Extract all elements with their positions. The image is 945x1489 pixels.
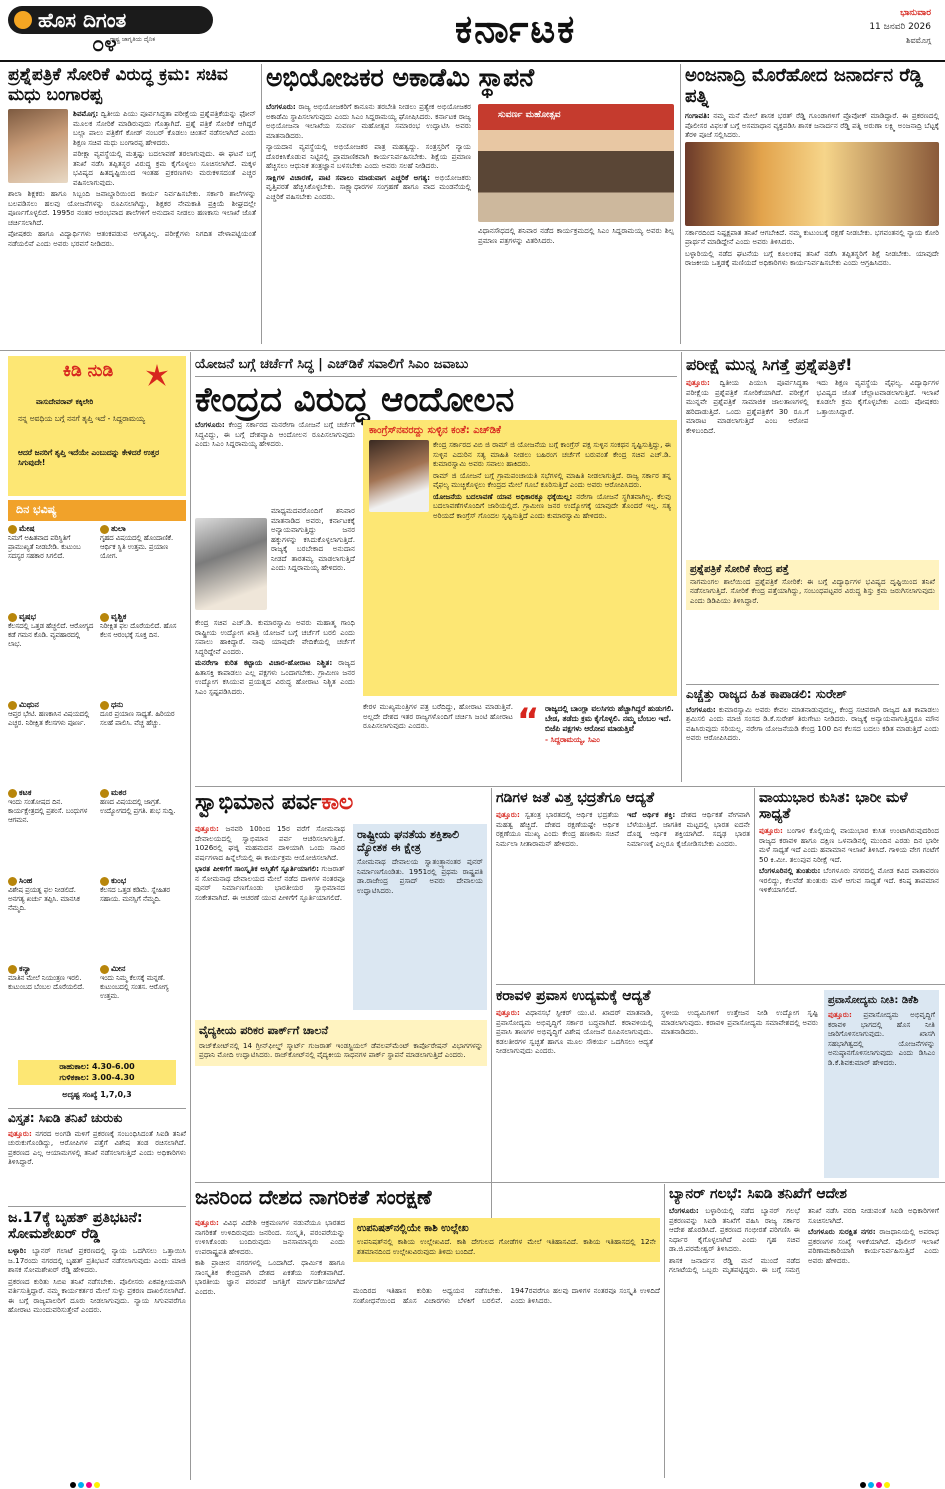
story-prosecutors-academy: ಅಭಿಯೋಜಕರ ಅಕಾಡೆಮಿ ಸ್ಥಾಪನೆ ಬೆಂಗಳೂರು: ರಾಜ್ಯ ಅಭಿಯೋಜಕರಿಗೆ ಕಾನೂನು ತರಬೇತಿ ನೀಡಲು ಪ್ರತ್ಯೇಕ ಅಭಿಯೋಜಕರ ಅಕಾಡೆಮಿ ಸ್ಥಾಪಿಸಲಾಗುವುದು ಎಂದು ಸಿಎಂ ಸಿದ್ದರಾಮಯ್ಯ ಘೋಷಿಸಿದರು. ಕರ್ನಾಟಕ ರಾಜ್ಯ ಅಭಿಯೋಜನಾ ಇಲಾಖೆಯ ಸುವರ್ಣ ಮಹೋತ್ಸವ ಸಮಾರಂಭ ಉದ್ಘಾಟಿಸಿ ಅವರು ಮಾತನಾಡಿದರು. ನ್ಯಾಯದಾನ ವ್ಯವಸ್ಥೆಯಲ್ಲಿ ಅಭಿಯೋಜಕರ ಪಾತ್ರ ಮಹತ್ವದ್ದು. ಸಂತ್ರಸ್ತರಿಗೆ ನ್ಯಾಯ ದೊರಕಿಸಿಕೊಡುವ ನಿಟ್ಟಿನಲ್ಲಿ ಪ್ರಾಮಾಣಿಕವಾಗಿ ಕಾರ್ಯನಿರ್ವಹಿಸಬೇಕು. ಶಿಕ್ಷೆಯ ಪ್ರಮಾಣ ಹೆಚ್ಚಿಸಲು ಆಧುನಿಕ ತಂತ್ರಜ್ಞಾನ ಬಳಸಬೇಕು ಎಂದು ಅವರು ಸಲಹೆ ನೀಡಿದರು. ಸಾಕ್ಷಿಗಳ ವಿಚಾರಣೆ, ಪಾಟಿ ಸವಾಲು ಮಾಡುವಾಗ ಎಚ್ಚರಿಕೆ ಅಗತ್ಯ: ಅಭಿಯೋಜಕರು ವೃತ್ತಿಪರತೆ ಹೆಚ್ಚಿಸಿಕೊಳ್ಳಬೇಕು. ಸಾಕ್ಷ್ಯಾಧಾರಗಳ ಸಂಗ್ರಹಣೆ ಹಾಗೂ ವಾದ ಮಂಡನೆಯಲ್ಲಿ ಎಚ್ಚರಿಕೆ ವಹಿಸಬೇಕು ಎಂದರು. ಸುವರ್ಣ ಮಹೋತ್ಸವ ವಿಧಾನಸೌಧದಲ್ಲಿ ಶನಿವಾರ ನಡೆದ ಕಾರ್ಯಕ್ರಮದಲ್ಲಿ ಸಿಎಂ ಸಿದ್ದರಾಮಯ್ಯ ಅವರು ಶಿಲ್ಪ ಪ್ರಮಾಣ ಪತ್ರಗಳನ್ನು ವಿತರಿಸಿದರು.	[266, 64, 674, 245]
rashi-meena: ಮೀನ ಇಂದು ನಿಮ್ಮ ಕೆಲಸಕ್ಕೆ ಮನ್ನಣೆ. ಕುಟುಂಬದಲ್ಲಿ ಸಂತಸ. ಆರೋಗ್ಯ ಉತ್ತಮ.	[100, 964, 169, 1001]
vrishchika-icon	[100, 613, 109, 622]
headline: ವಾಯುಭಾರ ಕುಸಿತ: ಭಾರೀ ಮಳೆ ಸಾಧ್ಯತೆ	[759, 790, 908, 823]
cm-quote: ರಾಜ್ಯದಲ್ಲಿ ಬಾಂಗ್ಲಾ ವಲಸಿಗರು ಹೆಚ್ಚಾಗಿದ್ದರೆ ಹುಡುಗಲಿ. ಬೇಡ, ತಡೆದು ಕ್ರಮ ಕೈಗೊಳ್ಳಲಿ. ನಮ್ಮ ಬೆಂಬಲ ಇದೆ. ಬಿಜೆಪಿ ಪಕ್ಷಗಳು ಆರೋಪ ಮಾಡುತ್ತಿವೆ - ಸಿದ್ದರಾಮಯ್ಯ, ಸಿಎಂ	[545, 704, 674, 745]
masthead	[0, 0, 945, 60]
headline: ಅಭಿಯೋಜಕರ ಅಕಾಡೆಮಿ ಸ್ಥಾಪನೆ	[266, 64, 535, 92]
story-suresh-col: ಎಚ್ಚೆತ್ತು ರಾಜ್ಯದ ಹಿತ ಕಾಪಾಡಲಿ: ಸುರೇಶ್ ಬೆಂಗಳೂರು: ಕುಮಾರಸ್ವಾಮಿ ಅವರು ಕೇವಲ ಮಾತನಾಡುವುದಲ್ಲ, ಕೇಂದ್ರ ಸಚಿವರಾಗಿ ರಾಜ್ಯದ ಹಿತ ಕಾಪಾಡಲು ಶ್ರಮಿಸಲಿ ಎಂದು ಮಾಜಿ ಸಂಸದ ಡಿ.ಕೆ.ಸುರೇಶ್ ತಿರುಗೇಟು ನೀಡಿದರು. ರಾಜ್ಯಕ್ಕೆ ಅನ್ಯಾಯವಾಗುತ್ತಿದ್ದರೂ ಮೌನ ವಹಿಸಿರುವುದು ಸರಿಯಲ್ಲ. ನರೇಗಾ ಯೋಜನೆಯಡಿ ಕೇಂದ್ರ 100 ದಿನ ಕೆಲಸದ ಬದಲು ಕಡಿತ ಮಾಡುತ್ತಿದೆ ಎಂದು ಅವರು ಆರೋಪಿಸಿದರು.	[686, 688, 939, 743]
rashi-mesha: ಮೇಷ ನಿಮಗೆ ಅಹಿತವಾದ ಪರಿಸ್ಥಿತಿಗೆ ಪ್ರಾಮುಖ್ಯತೆ ನೀಡಬೇಡಿ. ಕುಟುಂಬ ಸದಸ್ಯರ ಸಹಕಾರ ಸಿಗಲಿದೆ.	[8, 524, 81, 561]
main-story-agitation: ಯೋಜನೆ ಬಗ್ಗೆ ಚರ್ಚೆಗೆ ಸಿದ್ಧ | ಎಚ್‌ಡಿಕೆ ಸವಾಲಿಗೆ ಸಿಎಂ ಜವಾಬು ಕೇಂದ್ರದ ವಿರುದ್ಧ ಆಂದೋಲನ ಬೆಂಗಳೂರು: ಕೇಂದ್ರ ಸರ್ಕಾರದ ಮನರೇಗಾ ಯೋಜನೆ ಬಗ್ಗೆ ಚರ್ಚೆಗೆ ಸಿದ್ಧವಿದ್ದು, ಈ ಬಗ್ಗೆ ದೇಶವ್ಯಾಪಿ ಆಂದೋಲನ ರೂಪಿಸಲಾಗುವುದು ಎಂದು ಸಿಎಂ ಸಿದ್ದರಾಮಯ್ಯ ಹೇಳಿದರು. ಮಾಧ್ಯಮದವರೊಂದಿಗೆ ಶನಿವಾರ ಮಾತನಾಡಿದ ಅವರು, ಕರ್ನಾಟಕಕ್ಕೆ ಅನ್ಯಾಯವಾಗುತ್ತಿದ್ದು ಜನರ ಹಕ್ಕುಗಳನ್ನು ಕಸಿದುಕೊಳ್ಳಲಾಗುತ್ತಿದೆ. ರಾಜ್ಯಕ್ಕೆ ಬರಬೇಕಾದ ಅನುದಾನ ನೀಡದೆ ತಾರತಮ್ಯ ಮಾಡಲಾಗುತ್ತಿದೆ ಎಂದು ಸಿದ್ದರಾಮಯ್ಯ ಹೇಳಿದರು. ಕೇಂದ್ರ ಸಚಿವ ಎಚ್.ಡಿ. ಕುಮಾರಸ್ವಾಮಿ ಅವರು ಮಹಾತ್ಮ ಗಾಂಧಿ ರಾಷ್ಟ್ರೀಯ ಉದ್ಯೋಗ ಖಾತ್ರಿ ಯೋಜನೆ ಬಗ್ಗೆ ಚರ್ಚೆಗೆ ಬರಲಿ ಎಂದು ಸವಾಲು ಹಾಕಿದ್ದಾರೆ. ನಾವು ಯಾವುದೇ ವೇದಿಕೆಯಲ್ಲಿ ಚರ್ಚೆಗೆ ಸಿದ್ಧರಿದ್ದೇವೆ ಎಂದರು. ಮನರೇಗಾ ಕುರಿತ ಕಟ್ಟಾಯ ವಿಚಾರ-ಹೋರಾಟ ನಿಶ್ಚಿತ: ರಾಜ್ಯದ ಹಿತಾಸಕ್ತಿ ಕಾಪಾಡಲು ಎಲ್ಲ ಪಕ್ಷಗಳು ಒಂದಾಗಬೇಕು. ಗ್ರಾಮೀಣ ಜನರ ಉದ್ಯೋಗ ಕಸಿಯುವ ಪ್ರಯತ್ನದ ವಿರುದ್ಧ ಹೋರಾಟ ನಿಶ್ಚಿತ ಎಂದು ಸಿಎಂ ಸ್ಪಷ್ಟಪಡಿಸಿದರು. ಕಾಂಗ್ರೆಸ್‌ನವರದ್ದು ಸುಳ್ಳಿನ ಕಂತೆ: ಎಚ್‌ಡಿಕೆ ಕೇಂದ್ರ ಸರ್ಕಾರದ ವಿಬಿ ಜಿ ರಾಮ್ ಜಿ ಯೋಜನೆಯ ಬಗ್ಗೆ ಕಾಂಗ್ರೆಸ್ ಪಕ್ಷ ಸುಳ್ಳಿನ ಸಂಕಥನ ಸೃಷ್ಟಿಸುತ್ತಿದ್ದು, ಈ ಸುಳ್ಳಿನ ಎದುರಿನ ಸತ್ಯ ಮಾಹಿತಿ ನೀಡಲು ಬಹಿರಂಗ ಚರ್ಚೆಗೆ ಬರುವಂತೆ ಕೇಂದ್ರ ಸಚಿವ ಎಚ್.ಡಿ. ಕುಮಾರಸ್ವಾಮಿ ಅವರು ಸವಾಲು ಹಾಕಿದರು. ರಾಮ್ ಜಿ ಯೋಜನೆ ಬಗ್ಗೆ ಗ್ರಾಮಪಂಚಾಯತಿ ಸಭೆಗಳಲ್ಲಿ ಮಾಹಿತಿ ನೀಡಲಾಗುತ್ತಿದೆ. ರಾಜ್ಯ ಸರ್ಕಾರ ತನ್ನ ವೈಫಲ್ಯ ಮುಚ್ಚಿಕೊಳ್ಳಲು ಕೇಂದ್ರದ ಮೇಲೆ ಗೂಬೆ ಕೂರಿಸುತ್ತಿದೆ ಎಂದು ಅವರು ಆರೋಪಿಸಿದರು. ಯೋಜನೆಯ ಬದಲಾವಣೆ ಯಾವ ಅಧಿಕಾರಕ್ಕೂ ಧಕ್ಕೆಯಿಲ್ಲ: ನರೇಗಾ ಯೋಜನೆ ಸ್ಥಗಿತವಾಗಿಲ್ಲ. ಕೆಲವು ಬದಲಾವಣೆಗಳೊಂದಿಗೆ ಜಾರಿಯಲ್ಲಿದೆ. ಗ್ರಾಮೀಣ ಜನರ ಉದ್ಯೋಗಕ್ಕೆ ಯಾವುದೇ ತೊಂದರೆ ಇಲ್ಲ. ಸತ್ಯ ಅರಿಯದೆ ಕಾಂಗ್ರೆಸ್ ಗೊಂದಲ ಸೃಷ್ಟಿಸುತ್ತಿದೆ ಎಂದು ಕುಮಾರಸ್ವಾಮಿ ಹೇಳಿದರು. ಕೇರಳ ಮುಖ್ಯಮಂತ್ರಿಗಳ ಪತ್ರ ಬರೆದಿದ್ದು, ಹೋರಾಟ ಮಾಡುತ್ತಿವೆ. ಅಲ್ಲದೇ ದೇಶದ ಇತರ ರಾಜ್ಯಗಳೊಂದಿಗೆ ಚರ್ಚಿಸಿ ಜಂಟಿ ಹೋರಾಟ ರೂಪಿಸಲಾಗುವುದು ಎಂದರು. “ ರಾಜ್ಯದಲ್ಲಿ ಬಾಂಗ್ಲಾ ವಲಸಿಗರು ಹೆಚ್ಚಾಗಿದ್ದರೆ ಹುಡುಗಲಿ. ಬೇಡ, ತಡೆದು ಕ್ರಮ ಕೈಗೊಳ್ಳಲಿ. ನಮ್ಮ ಬೆಂಬಲ ಇದೆ. ಬಿಜೆಪಿ ಪಕ್ಷಗಳು ಆರೋಪ ಮಾಡುತ್ತಿವೆ - ಸಿದ್ದರಾಮಯ್ಯ, ಸಿಎಂ	[195, 356, 677, 781]
rahukala-box: ರಾಹುಕಾಲ: 4.30-6.00 ಗುಳಿಕಕಾಲ: 3.00-4.30	[18, 1060, 176, 1085]
headline: ಜನರಿಂದ ದೇಶದ ನಾಗರಿಕತೆ ಸಂರಕ್ಷಣೆ	[195, 1186, 432, 1209]
kidi-nudi-box	[8, 356, 186, 496]
academy-event-photo	[478, 104, 674, 222]
headline: ಪರೀಕ್ಷೆ ಮುನ್ನ ಸಿಗತ್ತೆ ಪ್ರಶ್ನೆಪತ್ರಿಕೆ!	[686, 356, 853, 374]
rashi-tula: ತುಲಾ ಗೃಹದ ವಿಷಯದಲ್ಲಿ ಹೊಂದಾಣಿಕೆ. ಆರ್ಥಿಕ ಸ್ಥಿತಿ ಉತ್ತಮ. ಪ್ರಯಾಣ ಯೋಗ.	[100, 524, 174, 561]
print-registration-marks	[70, 1480, 102, 1489]
edition-name: ಶಿವಮೊಗ್ಗ	[906, 36, 931, 45]
horoscope-panel	[8, 500, 186, 1104]
kidi-nudi-quote: ನನ್ನ ಅವಧಿಯ ಬಗ್ಗೆ ನನಗೆ ತೃಪ್ತಿ ಇದೆ - ಸಿದ್ದರಾಮಯ್ಯ	[18, 414, 146, 423]
story-economic-security: ಗಡಿಗಳ ಜತೆ ವಿತ್ತ ಭದ್ರತೆಗೂ ಆದ್ಯತೆ ಪುತ್ತೂರು: ಸ್ವತಂತ್ರ ಭಾರತದಲ್ಲಿ ಆರ್ಥಿಕ ಭದ್ರತೆಯ ಮಹತ್ವ ಹೆಚ್ಚಿದೆ. ದೇಶದ ರಕ್ಷಣೆಯಷ್ಟೇ ಆರ್ಥಿಕ ರಕ್ಷಣೆಯೂ ಮುಖ್ಯ ಎಂದು ಕೇಂದ್ರ ಹಣಕಾಸು ಸಚಿವೆ ನಿರ್ಮಲಾ ಸೀತಾರಾಮನ್ ಹೇಳಿದರು. ಇದೆ ಆರ್ಥಿಕ ಶಕ್ತಿ: ದೇಶದ ಆರ್ಥಿಕತೆ ವೇಗವಾಗಿ ಬೆಳೆಯುತ್ತಿದೆ. ಜಾಗತಿಕ ಮಟ್ಟದಲ್ಲಿ ಭಾರತ ಐದನೇ ದೊಡ್ಡ ಆರ್ಥಿಕ ಶಕ್ತಿಯಾಗಿದೆ. ಸದೃಢ ಭಾರತ ನಿರ್ಮಾಣಕ್ಕೆ ಎಲ್ಲರೂ ಕೈಜೋಡಿಸಬೇಕು ಎಂದರು.	[496, 790, 750, 848]
medical-park-box: ವೈದ್ಯಕೀಯ ಪರಿಕರ ಪಾರ್ಕ್‌ಗೆ ಚಾಲನೆ ರಾಜ್‌ಕೋಟ್‌ನಲ್ಲಿ 14 ಗ್ರೀನ್‌ಫೀಲ್ಡ್ ಸ್ಮಾರ್ಟ್ ಗುಜರಾತ್ ಇಂಡಸ್ಟ್ರಿಯಲ್ ಡೆವಲಪ್‌ಮೆಂಟ್ ಕಾರ್ಪೊರೇಷನ್ ವಿಭಾಗಗಳನ್ನು ಪ್ರಧಾನಿ ಮೋದಿ ಉದ್ಘಾಟಿಸಿದರು. ರಾಜ್‌ಕೋಟ್‌ನಲ್ಲಿ ವೈದ್ಯಕೀಯ ಸಾಧನಗಳ ಪಾರ್ಕ್ ಸ್ಥಾಪನೆ ಮಾಡಲಾಗುತ್ತಿದೆ ಎಂದರು.	[195, 1020, 487, 1066]
story-swabhimana-parva: ಸ್ವಾಭಿಮಾನ ಪರ್ವಕಾಲ ಪುತ್ತೂರು: ಜನವರಿ 10ರಿಂದ 15ರ ವರೆಗೆ ಸೋಮನಾಥ ದೇವಾಲಯದಲ್ಲಿ ಸ್ವಾಭಿಮಾನ ಪರ್ವ ಆಚರಿಸಲಾಗುತ್ತಿದೆ. 1026ರಲ್ಲಿ ಘಜ್ನಿ ಮಹಮದನ ದಾಳಿಯಾಗಿ ಒಂದು ಸಾವಿರ ವರ್ಷಗಳಾದ ಹಿನ್ನೆಲೆಯಲ್ಲಿ ಈ ಕಾರ್ಯಕ್ರಮ ಆಯೋಜಿಸಲಾಗಿದೆ. ಭಾರತ ಪೀಳಿಗೆಗೆ ಸಾಂಸ್ಕೃತಿಕ ಅಸ್ಮಿತೆಗೆ ಸ್ಫೂರ್ತಿಯಾಗಲಿ: ಗುಜರಾತ್ ನ ಸೋಮನಾಥ ದೇವಾಲಯದ ಮೇಲೆ ನಡೆದ ದಾಳಿಗಳ ನಂತರವೂ ಪುನರ್ ನಿರ್ಮಾಣಗೊಂಡು ಭಾರತೀಯರ ಸ್ವಾಭಿಮಾನದ ಸಂಕೇತವಾಗಿದೆ. ಈ ಆಚರಣೆ ಯುವ ಪೀಳಿಗೆಗೆ ಸ್ಫೂರ್ತಿಯಾಗಲಿದೆ. ರಾಷ್ಟ್ರೀಯ ಘನತೆಯ ಶಕ್ತಿಶಾಲಿ ದ್ಯೋತಕ ಈ ಕ್ಷೇತ್ರ ಸೋಮನಾಥ ದೇವಾಲಯ ಸ್ವಾತಂತ್ರ್ಯಾನಂತರ ಪುನರ್ ನಿರ್ಮಾಣಗೊಂಡಿತು. 1951ರಲ್ಲಿ ಪ್ರಥಮ ರಾಷ್ಟ್ರಪತಿ ಡಾ.ರಾಜೇಂದ್ರ ಪ್ರಸಾದ್ ಅವರು ದೇವಾಲಯ ಉದ್ಘಾಟಿಸಿದರು. ವೈದ್ಯಕೀಯ ಪರಿಕರ ಪಾರ್ಕ್‌ಗೆ ಚಾಲನೆ ರಾಜ್‌ಕೋಟ್‌ನಲ್ಲಿ 14 ಗ್ರೀನ್‌ಫೀಲ್ಡ್ ಸ್ಮಾರ್ಟ್ ಗುಜರಾತ್ ಇಂಡಸ್ಟ್ರಿಯಲ್ ಡೆವಲಪ್‌ಮೆಂಟ್ ಕಾರ್ಪೊರೇಷನ್ ವಿಭಾಗಗಳನ್ನು ಪ್ರಧಾನಿ ಮೋದಿ ಉದ್ಘಾಟಿಸಿದರು. ರಾಜ್‌ಕೋಟ್‌ನಲ್ಲಿ ವೈದ್ಯಕೀಯ ಸಾಧನಗಳ ಪಾರ್ಕ್ ಸ್ಥಾಪನೆ ಮಾಡಲಾಗುತ್ತಿದೆ ಎಂದರು.	[195, 790, 487, 1226]
spark-icon	[146, 364, 168, 386]
lucky-number: ಅದೃಷ್ಟ ಸಂಖ್ಯೆ 1,7,0,3	[62, 1090, 132, 1099]
print-registration-marks-right	[860, 1480, 892, 1489]
kashi-box: ಉಪನಿಷತ್‌ನಲ್ಲಿಯೇ ಕಾಶಿ ಉಲ್ಲೇಖ ಉಪನಿಷತ್‌ನಲ್ಲಿ ಕಾಶಿಯ ಉಲ್ಲೇಖವಿದೆ. ಕಾಶಿ ದೇಗುಲದ ಗೋಡೆಗಳ ಮೇಲೆ ಇತಿಹಾಸವಿದೆ. ಕಾಶಿಯ ಇತಿಹಾಸದಲ್ಲಿ 12ನೇ ಶತಮಾನದಿಂದ ಉಲ್ಲೇಖವಿರುವುದು ತಿಳಿದು ಬಂದಿದೆ.	[353, 1218, 660, 1262]
kumbha-icon	[100, 877, 109, 886]
rashi-simha: ಸಿಂಹ ವಿಶೇಷ ಪ್ರಯತ್ನ ಫಲ ನೀಡಲಿದೆ. ಅನಗತ್ಯ ಖರ್ಚು ತಪ್ಪಿಸಿ. ಮಾನಸಿಕ ನೆಮ್ಮದಿ.	[8, 876, 80, 913]
kidi-nudi-title: ಕಿಡಿ ನುಡಿ	[63, 361, 114, 381]
rashi-vrishchika: ವೃಶ್ಚಿಕ ನಿರೀಕ್ಷಿತ ಫಲ ದೊರೆಯಲಿದೆ. ಹೊಸ ಕೆಲಸ ಆರಂಭಕ್ಕೆ ಸೂಕ್ತ ದಿನ.	[100, 612, 177, 640]
logo-emblem-icon	[14, 11, 32, 29]
headline: ಗಡಿಗಳ ಜತೆ ವಿತ್ತ ಭದ್ರತೆಗೂ ಆದ್ಯತೆ	[496, 790, 654, 806]
story-banner-riot-cid: ಬ್ಯಾನರ್ ಗಲಭೆ: ಸಿಐಡಿ ತನಿಖೆಗೆ ಆದೇಶ ಬೆಂಗಳೂರು: ಬಳ್ಳಾರಿಯಲ್ಲಿ ನಡೆದ ಬ್ಯಾನರ್ ಗಲಭೆ ಪ್ರಕರಣವನ್ನು ಸಿಐಡಿ ತನಿಖೆಗೆ ವಹಿಸಿ ರಾಜ್ಯ ಸರ್ಕಾರ ಆದೇಶ ಹೊರಡಿಸಿದೆ. ಪ್ರಕರಣದ ಗಂಭೀರತೆ ಪರಿಗಣಿಸಿ ಈ ನಿರ್ಧಾರ ಕೈಗೊಳ್ಳಲಾಗಿದೆ ಎಂದು ಗೃಹ ಸಚಿವ ಡಾ.ಜಿ.ಪರಮೇಶ್ವರ್ ತಿಳಿಸಿದರು. ಶಾಸಕ ಜನಾರ್ದನ ರೆಡ್ಡಿ ಮನೆ ಮುಂದೆ ನಡೆದ ಗಲಾಟೆಯಲ್ಲಿ ಒಬ್ಬರು ಮೃತಪಟ್ಟಿದ್ದರು. ಈ ಬಗ್ಗೆ ಸಮಗ್ರ ತನಿಖೆ ನಡೆಸಿ ವರದಿ ನೀಡುವಂತೆ ಸಿಐಡಿ ಅಧಿಕಾರಿಗಳಿಗೆ ಸೂಚಿಸಲಾಗಿದೆ. ಬೆಂಗಳೂರು ಸುರಕ್ಷಿತ ನಗರ: ರಾಜಧಾನಿಯಲ್ಲಿ ಅಪರಾಧ ಪ್ರಕರಣಗಳ ಸಂಖ್ಯೆ ಇಳಿಕೆಯಾಗಿದೆ. ಪೊಲೀಸ್ ಇಲಾಖೆ ಪರಿಣಾಮಕಾರಿಯಾಗಿ ಕಾರ್ಯನಿರ್ವಹಿಸುತ್ತಿದೆ ಎಂದು ಅವರು ಹೇಳಿದರು.	[669, 1186, 939, 1275]
temple-photo	[685, 142, 939, 226]
mesha-icon	[8, 525, 17, 534]
story-exam-paper: ಪರೀಕ್ಷೆ ಮುನ್ನ ಸಿಗತ್ತೆ ಪ್ರಶ್ನೆಪತ್ರಿಕೆ! ಪುತ್ತೂರು: ದ್ವಿತೀಯ ಪಿಯುಸಿ ಪೂರ್ವಸಿದ್ಧತಾ ಪರೀಕ್ಷೆಯ ಪ್ರಶ್ನೆಪತ್ರಿಕೆ ಸೋರಿಕೆಯಾಗಿದೆ. ಪರೀಕ್ಷೆಗೆ ಮುನ್ನವೇ ಪ್ರಶ್ನೆಪತ್ರಿಕೆ ಸಾಮಾಜಿಕ ಜಾಲತಾಣಗಳಲ್ಲಿ ಹರಿದಾಡುತ್ತಿದೆ. ಒಂದು ಪ್ರಶ್ನೆಪತ್ರಿಕೆಗೆ 30 ರೂ.ಗೆ ಮಾರಾಟ ಮಾಡಲಾಗುತ್ತಿದೆ ಎಂಬ ಆರೋಪ ಕೇಳಿಬಂದಿದೆ. ಇದು ಶಿಕ್ಷಣ ವ್ಯವಸ್ಥೆಯ ವೈಫಲ್ಯ. ವಿದ್ಯಾರ್ಥಿಗಳ ಭವಿಷ್ಯದ ಜೊತೆ ಚೆಲ್ಲಾಟವಾಡಲಾಗುತ್ತಿದೆ. ಇಲಾಖೆ ಕೂಡಲೇ ಕ್ರಮ ಕೈಗೊಳ್ಳಬೇಕು ಎಂದು ಪೋಷಕರು ಒತ್ತಾಯಿಸಿದ್ದಾರೆ. ಪ್ರಶ್ನೆಪತ್ರಿಕೆ ಸೋರಿಕೆ ಕೇಂದ್ರ ಪತ್ತೆ ನಾಗಮಂಗಲ ಶಾಲೆಯಿಂದ ಪ್ರಶ್ನೆಪತ್ರಿಕೆ ಸೋರಿಕೆ: ಈ ಬಗ್ಗೆ ವಿದ್ಯಾರ್ಥಿಗಳ ಭವಿಷ್ಯದ ದೃಷ್ಟಿಯಿಂದ ತನಿಖೆ ನಡೆಸಲಾಗುತ್ತಿದೆ. ಸೋರಿಕೆ ಕೇಂದ್ರ ಪತ್ತೆಯಾಗಿದ್ದು, ಸಂಬಂಧಪಟ್ಟವರ ವಿರುದ್ಧ ಶಿಸ್ತು ಕ್ರಮ ಜರುಗಿಸಲಾಗುವುದು ಎಂದು ಡಿಡಿಪಿಯು ತಿಳಿಸಿದ್ದಾರೆ.	[686, 356, 939, 684]
issue-date: 11 ಜನವರಿ 2026	[869, 22, 931, 32]
headline: ಎಚ್ಚೆತ್ತು ರಾಜ್ಯದ ಹಿತ ಕಾಪಾಡಲಿ: ಸುರೇಶ್	[686, 688, 847, 701]
page-number: ೦೪	[92, 32, 117, 57]
story-coastal-tourism: ಕರಾವಳಿ ಪ್ರವಾಸ ಉದ್ಯಮಕ್ಕೆ ಆದ್ಯತೆ ಪುತ್ತೂರು: ವಿಧಾನಸಭೆ ಸ್ಪೀಕರ್ ಯು.ಟಿ. ಖಾದರ್ ಮಾತನಾಡಿ, ಪ್ರವಾಸೋದ್ಯಮ ಅಭಿವೃದ್ಧಿಗೆ ಸರ್ಕಾರ ಬದ್ಧವಾಗಿದೆ. ಕರಾವಳಿಯಲ್ಲಿ ಪ್ರವಾಸಿ ತಾಣಗಳ ಅಭಿವೃದ್ಧಿಗೆ ವಿಶೇಷ ಯೋಜನೆ ರೂಪಿಸಲಾಗುವುದು. ಕಡಲತೀರಗಳ ಸ್ವಚ್ಛತೆ ಹಾಗೂ ಮೂಲ ಸೌಕರ್ಯ ಒದಗಿಸಲು ಆದ್ಯತೆ ನೀಡಲಾಗುವುದು ಎಂದರು. ಸ್ಥಳೀಯ ಉದ್ಯಮಿಗಳಿಗೆ ಉತ್ತೇಜನ ನೀಡಿ ಉದ್ಯೋಗ ಸೃಷ್ಟಿ ಮಾಡಲಾಗುವುದು. ಕರಾವಳಿ ಪ್ರವಾಸೋದ್ಯಮ ಸಮಾವೇಶದಲ್ಲಿ ಅವರು ಮಾತನಾಡಿದರು.	[496, 988, 818, 1056]
photo-caption: ವಿಧಾನಸೌಧದಲ್ಲಿ ಶನಿವಾರ ನಡೆದ ಕಾರ್ಯಕ್ರಮದಲ್ಲಿ ಸಿಎಂ ಸಿದ್ದರಾಮಯ್ಯ ಅವರು ಶಿಲ್ಪ ಪ್ರಮಾಣ ಪತ್ರಗಳನ್ನು ವಿತರಿಸಿದರು.	[478, 226, 674, 245]
headline: ಪ್ರಶ್ನೆಪತ್ರಿಕೆ ಸೋರಿಕೆ ವಿರುದ್ಧ ಕ್ರಮ: ಸಚಿವ ಮಧು ಬಂಗಾರಪ್ಪ	[8, 66, 228, 105]
headline: ಸ್ವಾಭಿಮಾನ ಪರ್ವಕಾಲ	[195, 790, 354, 815]
headline: ಜ.17ಕ್ಕೆ ಬೃಹತ್ ಪ್ರತಿಭಟನೆ: ಸೋಮಶೇಖರ್ ರೆಡ್ಡಿ	[8, 1210, 143, 1243]
kanya-icon	[8, 965, 17, 974]
tula-icon	[100, 525, 109, 534]
horoscope-title: ದಿನ ಭವಿಷ್ಯ	[8, 500, 186, 521]
quote-icon: “	[517, 701, 540, 741]
main-kicker: ಯೋಜನೆ ಬಗ್ಗೆ ಚರ್ಚೆಗೆ ಸಿದ್ಧ | ಎಚ್‌ಡಿಕೆ ಸವಾಲಿಗೆ ಸಿಎಂ ಜವಾಬು	[195, 356, 677, 377]
rashi-kumbha: ಕುಂಭ ಕೆಲಸದ ಒತ್ತಡ ಕಡಿಮೆ. ಸ್ನೇಹಿತರ ಸಹಾಯ. ಮನಸ್ಸಿಗೆ ನೆಮ್ಮದಿ.	[100, 876, 170, 904]
mithuna-icon	[8, 701, 17, 710]
story-cid-probe: ವಿಸ್ತೃತ: ಸಿಐಡಿ ತನಿಖೆ ಚುರುಕು ಪುತ್ತೂರು: ನಗರದ ಅಂಗಡಿ ಮಳಿಗೆ ಪ್ರಕರಣಕ್ಕೆ ಸಂಬಂಧಿಸಿದಂತೆ ಸಿಐಡಿ ತನಿಖೆ ಚುರುಕುಗೊಂಡಿದ್ದು, ಆರೋಪಿಗಳ ಪತ್ತೆಗೆ ವಿಶೇಷ ತಂಡ ರಚಿಸಲಾಗಿದೆ. ಪ್ರಕರಣದ ಎಲ್ಲ ಆಯಾಮಗಳಲ್ಲಿ ತನಿಖೆ ನಡೆಸಲಾಗುತ್ತಿದೆ ಎಂದು ಅಧಿಕಾರಿಗಳು ತಿಳಿಸಿದ್ದಾರೆ.	[8, 1112, 186, 1167]
kidi-nudi-reply: ಆದರೆ ಜನರಿಗೆ ತೃಪ್ತಿ ಇದೆಯೇ ಎಂಬುದನ್ನು ಕೇಳಿದರೆ ಉತ್ತರ ಸಿಗುವುದೇ!	[18, 448, 160, 467]
minister-photo	[8, 109, 68, 183]
story-low-pressure: ವಾಯುಭಾರ ಕುಸಿತ: ಭಾರೀ ಮಳೆ ಸಾಧ್ಯತೆ ಪುತ್ತೂರು: ಬಂಗಾಳ ಕೊಲ್ಲಿಯಲ್ಲಿ ವಾಯುಭಾರ ಕುಸಿತ ಉಂಟಾಗಿರುವುದರಿಂದ ರಾಜ್ಯದ ಕರಾವಳಿ ಹಾಗೂ ದಕ್ಷಿಣ ಒಳನಾಡಿನಲ್ಲಿ ಮುಂದಿನ ಎರಡು ದಿನ ಭಾರೀ ಮಳೆ ಸಾಧ್ಯತೆ ಇದೆ ಎಂದು ಹವಾಮಾನ ಇಲಾಖೆ ತಿಳಿಸಿದೆ. ಗಾಳಿಯ ವೇಗ ಗಂಟೆಗೆ 50 ಕಿ.ಮೀ. ತಲುಪುವ ನಿರೀಕ್ಷೆ ಇದೆ. ಬೆಂಗಳೂರಿನಲ್ಲಿ ತುಂತುರು: ಬೆಂಗಳೂರು ನಗರದಲ್ಲಿ ಮೋಡ ಕವಿದ ವಾತಾವರಣ ಇರಲಿದ್ದು, ಕೆಲವೆಡೆ ತುಂತುರು ಮಳೆ ಆಗುವ ಸಾಧ್ಯತೆ ಇದೆ. ಕನಿಷ್ಠ ತಾಪಮಾನ ಇಳಿಕೆಯಾಗಲಿದೆ.	[759, 790, 939, 895]
meena-icon	[100, 965, 109, 974]
rashi-kataka: ಕಟಕ ಇಂದು ಸಂತೋಷದ ದಿನ. ಕಾರ್ಯಕ್ಷೇತ್ರದಲ್ಲಿ ಪ್ರಶಂಸೆ. ಬಂಧುಗಳ ಆಗಮನ.	[8, 788, 88, 825]
vrishabha-icon	[8, 613, 17, 622]
event-banner: ಸುವರ್ಣ ಮಹೋತ್ಸವ	[498, 110, 561, 120]
makara-icon	[100, 789, 109, 798]
hdk-photo	[369, 440, 429, 512]
headline: ಕರಾವಳಿ ಪ್ರವಾಸ ಉದ್ಯಮಕ್ಕೆ ಆದ್ಯತೆ	[496, 988, 651, 1004]
rashi-kanya: ಕನ್ಯಾ ಮಾತಿನ ಮೇಲೆ ನಿಯಂತ್ರಣ ಇರಲಿ. ಕುಟುಂಬದ ಬೆಂಬಲ ದೊರೆಯಲಿದೆ.	[8, 964, 85, 992]
story-civilization: ಜನರಿಂದ ದೇಶದ ನಾಗರಿಕತೆ ಸಂರಕ್ಷಣೆ ಪುತ್ತೂರು: ವಿವಿಧ ವಿದೇಶಿ ಆಕ್ರಮಣಗಳ ನಡುವೆಯೂ ಭಾರತದ ನಾಗರಿಕತೆ ಉಳಿದಿರುವುದು ಜನರಿಂದ. ಸಂಸ್ಕೃತಿ, ಪರಂಪರೆಯನ್ನು ಉಳಿಸಿಕೊಂಡು ಬಂದಿರುವುದು ಜನಸಾಮಾನ್ಯರು ಎಂದು ಉಪರಾಷ್ಟ್ರಪತಿ ಹೇಳಿದರು. ಕಾಶಿ ಪ್ರಾಚೀನ ನಗರಗಳಲ್ಲಿ ಒಂದಾಗಿದೆ. ಧಾರ್ಮಿಕ ಹಾಗೂ ಸಾಂಸ್ಕೃತಿಕ ಕೇಂದ್ರವಾಗಿ ದೇಶದ ಏಕತೆಯ ಸಂಕೇತವಾಗಿದೆ. ಭಾರತೀಯ ಜ್ಞಾನ ಪರಂಪರೆ ಜಗತ್ತಿಗೆ ಮಾರ್ಗದರ್ಶಿಯಾಗಿದೆ ಎಂದರು. ಉಪನಿಷತ್‌ನಲ್ಲಿಯೇ ಕಾಶಿ ಉಲ್ಲೇಖ ಉಪನಿಷತ್‌ನಲ್ಲಿ ಕಾಶಿಯ ಉಲ್ಲೇಖವಿದೆ. ಕಾಶಿ ದೇಗುಲದ ಗೋಡೆಗಳ ಮೇಲೆ ಇತಿಹಾಸವಿದೆ. ಕಾಶಿಯ ಇತಿಹಾಸದಲ್ಲಿ 12ನೇ ಶತಮಾನದಿಂದ ಉಲ್ಲೇಖವಿರುವುದು ತಿಳಿದು ಬಂದಿದೆ. ಮಂದಿರದ ಇತಿಹಾಸ ಕುರಿತು ಅಧ್ಯಯನ ನಡೆಸಬೇಕು. ಸಂಶೋಧನೆಯಿಂದ ಹೊಸ ವಿಚಾರಗಳು ಬೆಳಕಿಗೆ ಬರಲಿವೆ. 1947ರವರೆಗೂ ಹಲವು ದಾಳಿಗಳ ನಂತರವೂ ಸಂಸ್ಕೃತಿ ಉಳಿದಿದೆ ಎಂದು ತಿಳಿಸಿದರು.	[195, 1186, 660, 1305]
headline: ವಿಸ್ತೃತ: ಸಿಐಡಿ ತನಿಖೆ ಚುರುಕು	[8, 1112, 123, 1125]
rashi-mithuna: ಮಿಥುನ ಆಪ್ತರ ಭೇಟಿ. ಹಣಕಾಸಿನ ವಿಷಯದಲ್ಲಿ ಎಚ್ಚರ. ನಿರೀಕ್ಷಿತ ಕೆಲಸಗಳು ಪೂರ್ಣ.	[8, 700, 90, 728]
simha-icon	[8, 877, 17, 886]
story-anjanadri: ಅಂಜನಾದ್ರಿ ಮೊರೆಹೋದ ಜನಾರ್ದನ ರೆಡ್ಡಿ ಪತ್ನಿ ಗಂಗಾವತಿ: ನಮ್ಮ ಮನೆ ಮೇಲೆ ಶಾಸಕ ಭರತ್ ರೆಡ್ಡಿ ಗೂಂಡಾಗಳಿಗೆ ಪ್ರೊವೋಕ್ ಮಾಡಿದ್ದಾರೆ. ಈ ಪ್ರಕರಣದಲ್ಲಿ ಪೊಲೀಸರ ವಿಫಲತೆ ಬಗ್ಗೆ ಅಸಮಾಧಾನ ವ್ಯಕ್ತಪಡಿಸಿ ಶಾಸಕ ಜನಾರ್ದನ ರೆಡ್ಡಿ ಪತ್ನಿ ಅರುಣಾ ಲಕ್ಷ್ಮಿ ಅಂಜನಾದ್ರಿ ಬೆಟ್ಟಕ್ಕೆ ತೆರಳಿ ಪೂಜೆ ಸಲ್ಲಿಸಿದರು. ಸರ್ಕಾರದಿಂದ ನಿಷ್ಪಕ್ಷಪಾತ ತನಿಖೆ ಆಗಬೇಕಿದೆ. ನಮ್ಮ ಕುಟುಂಬಕ್ಕೆ ರಕ್ಷಣೆ ನೀಡಬೇಕು. ಭಗವಂತನಲ್ಲಿ ನ್ಯಾಯ ಕೋರಿ ಪ್ರಾರ್ಥನೆ ಮಾಡಿದ್ದೇನೆ ಎಂದು ಅವರು ತಿಳಿಸಿದರು. ಬಳ್ಳಾರಿಯಲ್ಲಿ ನಡೆದ ಘಟನೆಯ ಬಗ್ಗೆ ಕೂಲಂಕಷ ತನಿಖೆ ನಡೆಸಿ ತಪ್ಪಿತಸ್ಥರಿಗೆ ಶಿಕ್ಷೆ ನೀಡಬೇಕು. ಯಾವುದೇ ರಾಜಕೀಯ ಒತ್ತಡಕ್ಕೆ ಮಣಿಯದೆ ಅಧಿಕಾರಿಗಳು ಕಾರ್ಯನಿರ್ವಹಿಸಬೇಕು ಎಂದು ಆಗ್ರಹಿಸಿದರು.	[685, 66, 939, 268]
section-title: ಕರ್ನಾಟಕ	[455, 7, 577, 51]
dhanu-icon	[100, 701, 109, 710]
hdk-response-box: ಕಾಂಗ್ರೆಸ್‌ನವರದ್ದು ಸುಳ್ಳಿನ ಕಂತೆ: ಎಚ್‌ಡಿಕೆ ಕೇಂದ್ರ ಸರ್ಕಾರದ ವಿಬಿ ಜಿ ರಾಮ್ ಜಿ ಯೋಜನೆಯ ಬಗ್ಗೆ ಕಾಂಗ್ರೆಸ್ ಪಕ್ಷ ಸುಳ್ಳಿನ ಸಂಕಥನ ಸೃಷ್ಟಿಸುತ್ತಿದ್ದು, ಈ ಸುಳ್ಳಿನ ಎದುರಿನ ಸತ್ಯ ಮಾಹಿತಿ ನೀಡಲು ಬಹಿರಂಗ ಚರ್ಚೆಗೆ ಬರುವಂತೆ ಕೇಂದ್ರ ಸಚಿವ ಎಚ್.ಡಿ. ಕುಮಾರಸ್ವಾಮಿ ಅವರು ಸವಾಲು ಹಾಕಿದರು. ರಾಮ್ ಜಿ ಯೋಜನೆ ಬಗ್ಗೆ ಗ್ರಾಮಪಂಚಾಯತಿ ಸಭೆಗಳಲ್ಲಿ ಮಾಹಿತಿ ನೀಡಲಾಗುತ್ತಿದೆ. ರಾಜ್ಯ ಸರ್ಕಾರ ತನ್ನ ವೈಫಲ್ಯ ಮುಚ್ಚಿಕೊಳ್ಳಲು ಕೇಂದ್ರದ ಮೇಲೆ ಗೂಬೆ ಕೂರಿಸುತ್ತಿದೆ ಎಂದು ಅವರು ಆರೋಪಿಸಿದರು. ಯೋಜನೆಯ ಬದಲಾವಣೆ ಯಾವ ಅಧಿಕಾರಕ್ಕೂ ಧಕ್ಕೆಯಿಲ್ಲ: ನರೇಗಾ ಯೋಜನೆ ಸ್ಥಗಿತವಾಗಿಲ್ಲ. ಕೆಲವು ಬದಲಾವಣೆಗಳೊಂದಿಗೆ ಜಾರಿಯಲ್ಲಿದೆ. ಗ್ರಾಮೀಣ ಜನರ ಉದ್ಯೋಗಕ್ಕೆ ಯಾವುದೇ ತೊಂದರೆ ಇಲ್ಲ. ಸತ್ಯ ಅರಿಯದೆ ಕಾಂಗ್ರೆಸ್ ಗೊಂದಲ ಸೃಷ್ಟಿಸುತ್ತಿದೆ ಎಂದು ಕುಮಾರಸ್ವಾಮಿ ಹೇಳಿದರು.	[363, 420, 677, 696]
rashi-vrishabha: ವೃಷಭ ಕೆಲಸದಲ್ಲಿ ಒತ್ತಡ ಹೆಚ್ಚಲಿದೆ. ಆರೋಗ್ಯದ ಕಡೆ ಗಮನ ಕೊಡಿ. ವ್ಯವಹಾರದಲ್ಲಿ ಲಾಭ.	[8, 612, 94, 649]
story-somashekar-protest: ಜ.17ಕ್ಕೆ ಬೃಹತ್ ಪ್ರತಿಭಟನೆ: ಸೋಮಶೇಖರ್ ರೆಡ್ಡಿ ಬಳ್ಳಾರಿ: ಬ್ಯಾನರ್ ಗಲಾಟೆ ಪ್ರಕರಣದಲ್ಲಿ ನ್ಯಾಯ ಒದಗಿಸಲು ಒತ್ತಾಯಿಸಿ ಜ.17ರಂದು ನಗರದಲ್ಲಿ ಬೃಹತ್ ಪ್ರತಿಭಟನೆ ನಡೆಸಲಾಗುವುದು ಎಂದು ಮಾಜಿ ಶಾಸಕ ಸೋಮಶೇಖರ್ ರೆಡ್ಡಿ ಹೇಳಿದರು. ಪ್ರಕರಣದ ಕುರಿತು ಸಿಬಿಐ ತನಿಖೆ ನಡೆಸಬೇಕು. ಪೊಲೀಸರು ಏಕಪಕ್ಷೀಯವಾಗಿ ವರ್ತಿಸುತ್ತಿದ್ದಾರೆ. ನಮ್ಮ ಕಾರ್ಯಕರ್ತರ ಮೇಲೆ ಸುಳ್ಳು ಪ್ರಕರಣ ದಾಖಲಿಸಲಾಗಿದೆ. ಈ ಬಗ್ಗೆ ರಾಜ್ಯಪಾಲರಿಗೆ ದೂರು ನೀಡಲಾಗುವುದು. ನ್ಯಾಯ ಸಿಗುವವರೆಗೂ ಹೋರಾಟ ಮುಂದುವರಿಸುತ್ತೇವೆ ಎಂದರು.	[8, 1210, 186, 1315]
dateline: ಶಿವಮೊಗ್ಗ:	[73, 109, 99, 119]
story-question-paper-action: ಪ್ರಶ್ನೆಪತ್ರಿಕೆ ಸೋರಿಕೆ ವಿರುದ್ಧ ಕ್ರಮ: ಸಚಿವ ಮಧು ಬಂಗಾರಪ್ಪ ಶಿವಮೊಗ್ಗ: ದ್ವಿತೀಯ ಪಿಯು ಪೂರ್ವಸಿದ್ಧತಾ ಪರೀಕ್ಷೆಯ ಪ್ರಶ್ನೆಪತ್ರಿಕೆಯನ್ನು ಫೋನ್ ಮೂಲಕ ಸೋರಿಕೆ ಮಾಡಿರುವುದು ಗೊತ್ತಾಗಿದೆ. ಪ್ರಶ್ನೆ ಪತ್ರಿಕೆ ಸೋರಿಕೆ ಆಗಿದ್ದರೆ ಬಲ್ಲಾ ಪಾಲು ಪತ್ರಿಕೆಗೆ ಕೋಡ್ ನಂಬರ್ ಕೊಡಲು ಚಿಂತನೆ ನಡೆಸಲಾಗಿದೆ ಎಂದು ಶಿಕ್ಷಣ ಸಚಿವ ಮಧು ಬಂಗಾರಪ್ಪ ಹೇಳಿದರು. ಪರೀಕ್ಷಾ ವ್ಯವಸ್ಥೆಯಲ್ಲಿ ಮತ್ತಷ್ಟು ಬದಲಾವಣೆ ತರಲಾಗುವುದು. ಈ ಘಟನೆ ಬಗ್ಗೆ ತನಿಖೆ ನಡೆಸಿ ತಪ್ಪಿತಸ್ಥರ ವಿರುದ್ಧ ಕ್ರಮ ಕೈಗೊಳ್ಳಲು ಸೂಚಿಸಲಾಗಿದೆ. ಮಕ್ಕಳ ಭವಿಷ್ಯದ ಹಿತದೃಷ್ಟಿಯಿಂದ ಇಂತಹ ಪ್ರಕರಣಗಳು ಮರುಕಳಿಸದಂತೆ ಎಚ್ಚರ ವಹಿಸಲಾಗುವುದು. ಶಾಲಾ ಶಿಕ್ಷಕರು ಹಾಗೂ ಸಿಬ್ಬಂದಿ ಜವಾಬ್ದಾರಿಯಿಂದ ಕಾರ್ಯ ನಿರ್ವಹಿಸಬೇಕು. ಸರ್ಕಾರಿ ಶಾಲೆಗಳನ್ನು ಬಲಪಡಿಸಲು ಹಲವು ಯೋಜನೆಗಳನ್ನು ರೂಪಿಸಲಾಗಿದ್ದು, ಶಿಕ್ಷಕರ ನೇಮಕಾತಿ ಪ್ರಕ್ರಿಯೆ ಶೀಘ್ರದಲ್ಲೇ ಪೂರ್ಣಗೊಳ್ಳಲಿದೆ. 1995ರ ನಂತರ ಆರಂಭವಾದ ಶಾಲೆಗಳಿಗೆ ಅನುದಾನ ನೀಡಲು ಹಣಕಾಸು ಇಲಾಖೆ ಜೊತೆ ಚರ್ಚಿಸಲಾಗಿದೆ. ಪೋಷಕರು ಹಾಗೂ ವಿದ್ಯಾರ್ಥಿಗಳು ಆತಂಕಪಡುವ ಅಗತ್ಯವಿಲ್ಲ. ಪರೀಕ್ಷೆಗಳು ನಿಗದಿತ ವೇಳಾಪಟ್ಟಿಯಂತೆ ನಡೆಯಲಿವೆ ಎಂದು ಅವರು ಭರವಸೆ ನೀಡಿದರು.	[8, 66, 256, 248]
tourism-policy-box: ಪ್ರವಾಸೋದ್ಯಮ ನೀತಿ: ಡಿಕೆಶಿ ಪುತ್ತೂರು: ಪ್ರವಾಸೋದ್ಯಮ ಅಭಿವೃದ್ಧಿಗೆ ಕರಾವಳಿ ಭಾಗದಲ್ಲಿ ಹೊಸ ನೀತಿ ಜಾರಿಗೊಳಿಸಲಾಗುವುದು. ಖಾಸಗಿ ಸಹಭಾಗಿತ್ವದಲ್ಲಿ ಯೋಜನೆಗಳನ್ನು ಅನುಷ್ಠಾನಗೊಳಿಸಲಾಗುವುದು ಎಂದು ಡಿಸಿಎಂ ಡಿ.ಕೆ.ಶಿವಕುಮಾರ್ ಹೇಳಿದರು.	[824, 990, 939, 1178]
rashi-dhanu: ಧನು ದೂರ ಪ್ರಯಾಣ ಸಾಧ್ಯತೆ. ಹಿರಿಯರ ಸಲಹೆ ಪಾಲಿಸಿ. ವೆಚ್ಚ ಹೆಚ್ಚು.	[100, 700, 175, 728]
masthead-rule	[0, 60, 945, 62]
issue-day: ಭಾನುವಾರ	[900, 8, 931, 18]
national-pride-box: ರಾಷ್ಟ್ರೀಯ ಘನತೆಯ ಶಕ್ತಿಶಾಲಿ ದ್ಯೋತಕ ಈ ಕ್ಷೇತ್ರ ಸೋಮನಾಥ ದೇವಾಲಯ ಸ್ವಾತಂತ್ರ್ಯಾನಂತರ ಪುನರ್ ನಿರ್ಮಾಣಗೊಂಡಿತು. 1951ರಲ್ಲಿ ಪ್ರಥಮ ರಾಷ್ಟ್ರಪತಿ ಡಾ.ರಾಜೇಂದ್ರ ಪ್ರಸಾದ್ ಅವರು ದೇವಾಲಯ ಉದ್ಘಾಟಿಸಿದರು.	[353, 824, 487, 1010]
logo-tagline: ರಾಷ್ಟ್ರ ಜಾಗೃತಿಯ ದೈನಿಕ	[110, 36, 156, 43]
hdk-box-title: ಕಾಂಗ್ರೆಸ್‌ನವರದ್ದು ಸುಳ್ಳಿನ ಕಂತೆ: ಎಚ್‌ಡಿಕೆ	[369, 425, 501, 436]
kidi-nudi-byline: ವಾಸುದೇವರಾವ್ ಕಕ್ಕಿಲೇರಿ	[36, 398, 94, 406]
exam-sub-box: ಪ್ರಶ್ನೆಪತ್ರಿಕೆ ಸೋರಿಕೆ ಕೇಂದ್ರ ಪತ್ತೆ ನಾಗಮಂಗಲ ಶಾಲೆಯಿಂದ ಪ್ರಶ್ನೆಪತ್ರಿಕೆ ಸೋರಿಕೆ: ಈ ಬಗ್ಗೆ ವಿದ್ಯಾರ್ಥಿಗಳ ಭವಿಷ್ಯದ ದೃಷ್ಟಿಯಿಂದ ತನಿಖೆ ನಡೆಸಲಾಗುತ್ತಿದೆ. ಸೋರಿಕೆ ಕೇಂದ್ರ ಪತ್ತೆಯಾಗಿದ್ದು, ಸಂಬಂಧಪಟ್ಟವರ ವಿರುದ್ಧ ಶಿಸ್ತು ಕ್ರಮ ಜರುಗಿಸಲಾಗುವುದು ಎಂದು ಡಿಡಿಪಿಯು ತಿಳಿಸಿದ್ದಾರೆ.	[686, 560, 939, 610]
kataka-icon	[8, 789, 17, 798]
cm-photo	[195, 518, 267, 610]
main-headline: ಕೇಂದ್ರದ ವಿರುದ್ಧ ಆಂದೋಲನ	[195, 380, 515, 421]
headline: ಬ್ಯಾನರ್ ಗಲಭೆ: ಸಿಐಡಿ ತನಿಖೆಗೆ ಆದೇಶ	[669, 1186, 847, 1202]
rashi-makara: ಮಕರ ಹಣದ ವಿಷಯದಲ್ಲಿ ಜಾಗ್ರತೆ. ಉದ್ಯೋಗದಲ್ಲಿ ಪ್ರಗತಿ. ಶುಭ ಸುದ್ದಿ.	[100, 788, 176, 816]
headline: ಅಂಜನಾದ್ರಿ ಮೊರೆಹೋದ ಜನಾರ್ದನ ರೆಡ್ಡಿ ಪತ್ನಿ	[685, 66, 924, 107]
logo-text: ಹೊಸ ದಿಗಂತ	[38, 8, 127, 32]
